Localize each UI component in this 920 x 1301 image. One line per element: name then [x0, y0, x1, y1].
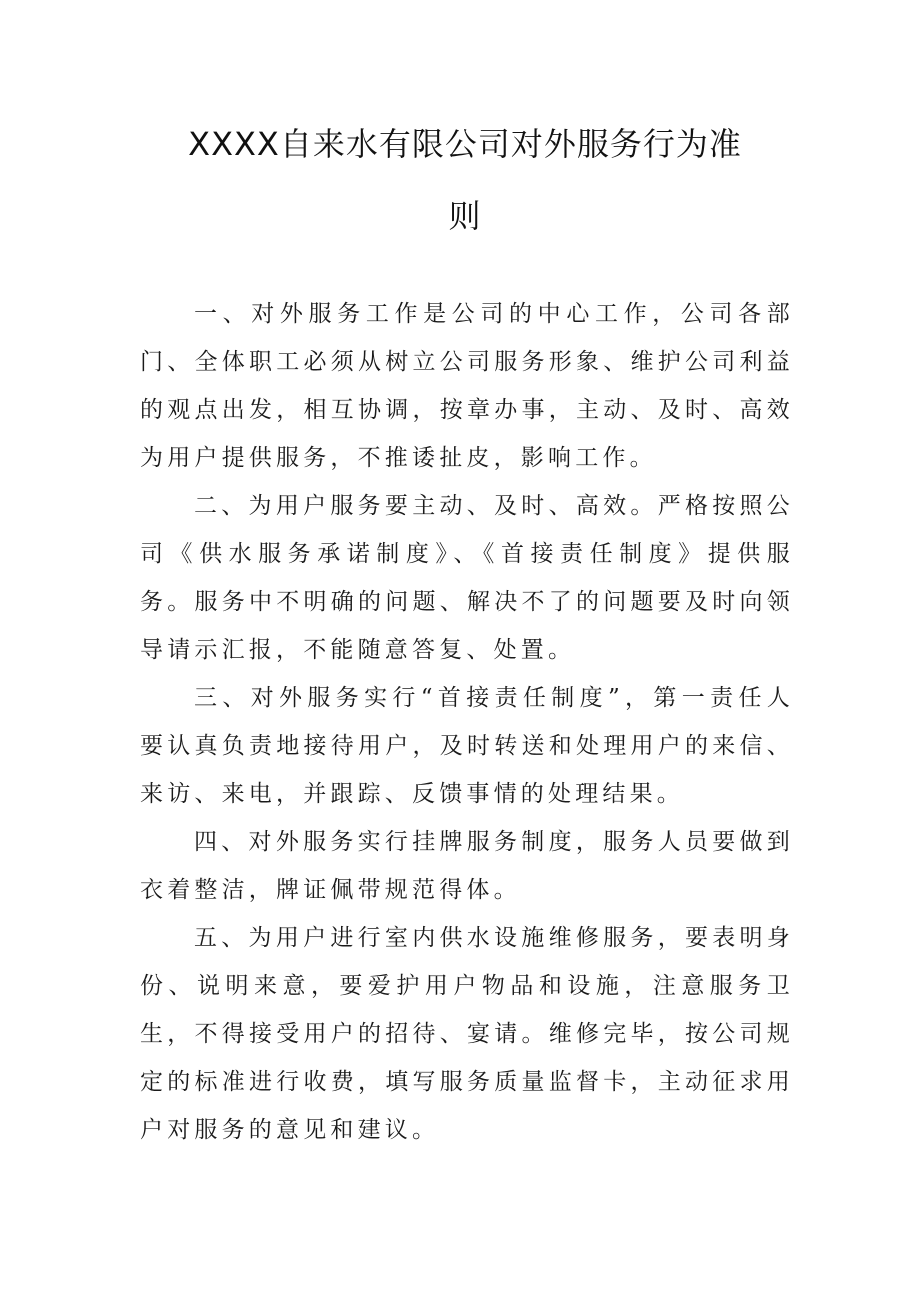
document-body — [140, 290, 794, 1154]
paragraph-4: 四、对外服务实行挂牌服务制度，服务人员要做到衣着整洁，牌证佩带规范得体。 — [140, 829, 794, 903]
paragraph-5: 五、为用户进行室内供水设施维修服务，要表明身份、说明来意，要爱护用户物品和设施，注意服务卫生，不得接受用户的招待、宴请。维修完毕，按公司规定的标准进行收费，填写服务质量监督卡，主动征求用户对服务的意见和建议。 — [140, 925, 794, 1143]
title-line-2: 则 — [448, 197, 482, 235]
paragraph-2: 二、为用户服务要主动、及时、高效。严格按照公司《供水服务承诺制度》、《首接责任制度》提供服务。服务中不明确的问题、解决不了的问题要及时向领导请示汇报，不能随意答复、处置。 — [140, 493, 794, 663]
title-line-1: XXXX自来水有限公司对外服务行为准 — [188, 125, 742, 163]
paragraph-3: 三、对外服务实行“首接责任制度”，第一责任人要认真负责地接待用户，及时转送和处理用户的来信、来访、来电，并跟踪、反馈事情的处理结果。 — [140, 685, 794, 807]
paragraph-1: 一、对外服务工作是公司的中心工作，公司各部门、全体职工必须从树立公司服务形象、维护公司利益的观点出发，相互协调，按章办事，主动、及时、高效为用户提供服务，不推诿扯皮，影响工作。 — [140, 301, 794, 471]
document-title — [140, 108, 790, 252]
